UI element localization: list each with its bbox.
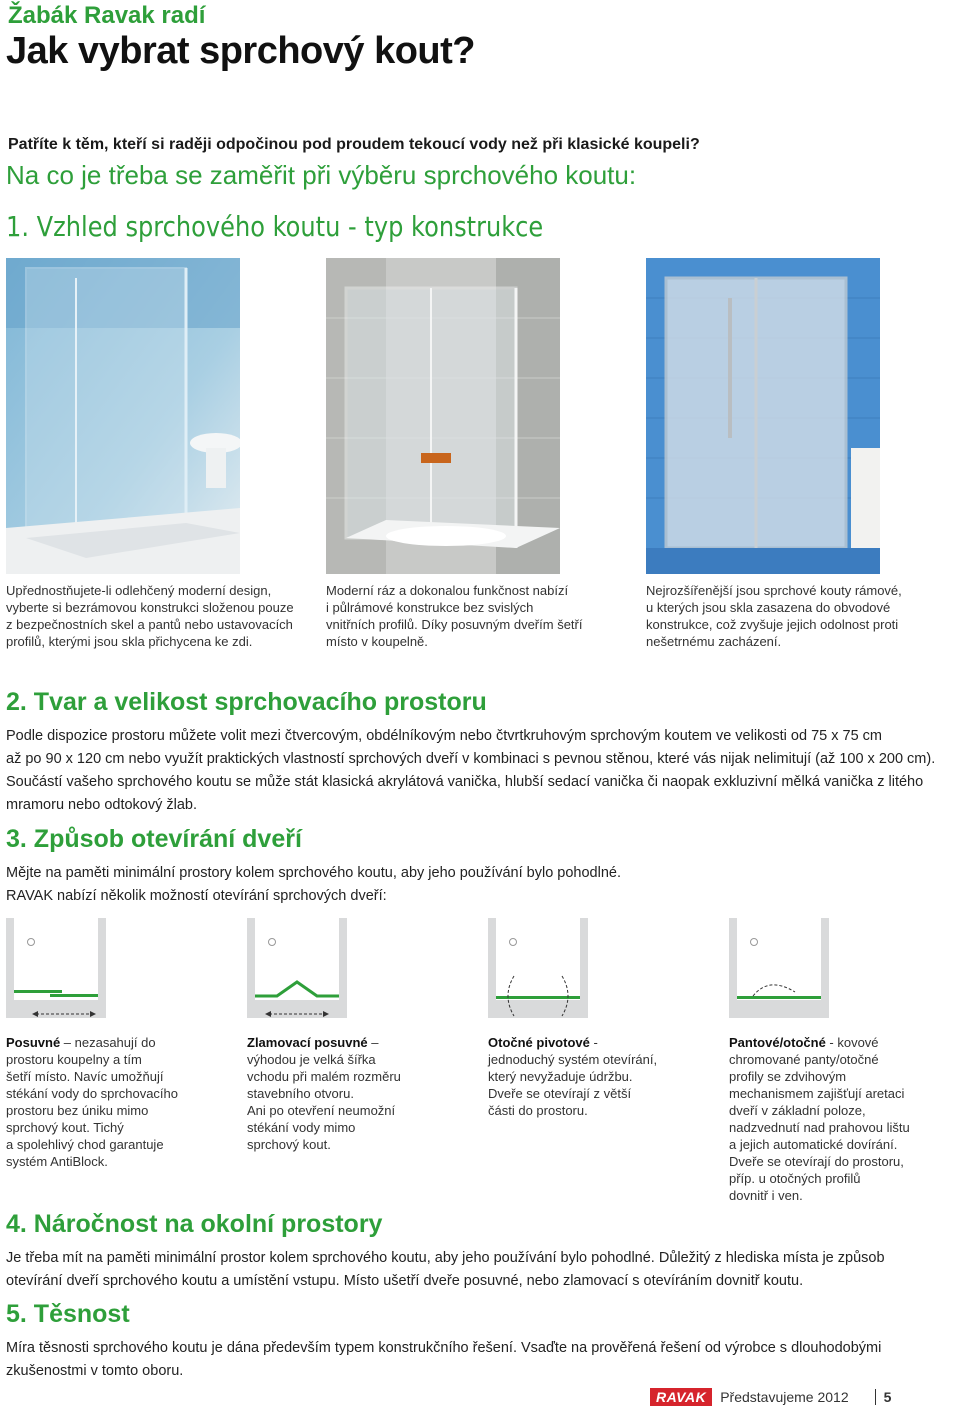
section-5-text: Míra těsnosti sprchového koutu je dána především typem konstrukčního řešení. Vsaďte na prověřená řešení od výrobce s dlouhodobými zkušenostmi v tomto oboru.: [6, 1340, 882, 1379]
pivot-door-diagram: [488, 918, 588, 1018]
caption-framed: Nejrozšířenější jsou sprchové kouty rámové, u kterých jsou skla zasazena do obvodové konstrukce, což zvyšuje jejich odolnost proti nešetrnému zacházení.: [646, 583, 902, 649]
ravak-logo: RAVAK: [650, 1388, 712, 1406]
intro-question: Patříte k těm, kteří si raději odpočinou pod proudem tekoucí vody než při klasické koupeli?: [8, 136, 700, 153]
hinged-door-diagram: [729, 918, 829, 1018]
footer-label: Představujeme 2012: [720, 1389, 849, 1405]
caption-frameless: Upřednostňujete-li odlehčený moderní design, vyberte si bezrámovou konstrukci složenou pouze z bezpečnostních skel a pantů nebo ustavovacích profilů, kterými jsou skla přichycena ke zdi.: [6, 583, 294, 649]
footer-separator: [875, 1389, 876, 1405]
section-2-heading: 2. Tvar a velikost sprchovacího prostoru: [6, 688, 487, 716]
section-1-heading: 1. Vzhled sprchového koutu - typ konstrukce: [6, 210, 544, 243]
intro-subheading: Na co je třeba se zaměřit při výběru sprchového koutu:: [6, 160, 637, 190]
sliding-door-diagram: [6, 918, 106, 1018]
section-3-heading: 3. Způsob otevírání dveří: [6, 825, 302, 853]
page-footer: [650, 1386, 891, 1408]
page-title: Jak vybrat sprchový kout?: [6, 30, 476, 72]
caption-hinged: Pantové/otočné - kovové chromované panty/otočné profily se zdvihovým mechanismem zajišťují aretaci dveří v základní poloze, nadzvednutí nad prahovou lištu a jejich automatické dovírání. Dveře se otevírají do prostoru, příp. u otočných profilů dovnitř i ven.: [729, 1035, 910, 1203]
caption-half-frame: Moderní ráz a dokonalou funkčnost nabízí i půlrámové konstrukce bez svislých vnitřních profilů. Díky posuvným dveřím šetří místo v koupelně.: [326, 583, 583, 649]
framed-shower-photo: [646, 258, 880, 574]
section-4-text: Je třeba mít na paměti minimální prostor kolem sprchového koutu, aby jeho používání bylo pohodlné. Důležitý z hlediska místa je způsob otevírání dveří sprchového koutu a umístění vstupu. Místo ušetří dveře posuvné, nebo zlamovací s otevíráním dovnitř koutu.: [6, 1250, 885, 1289]
frameless-shower-photo: [6, 258, 240, 574]
folding-sliding-door-diagram: [247, 918, 347, 1018]
page-number: 5: [883, 1389, 892, 1405]
caption-sliding: Posuvné – nezasahují do prostoru koupelny a tím šetří místo. Navíc umožňují stékání vody do sprchovacího prostoru bez úniku mimo sprchový kout. Tichý a spolehlivý chod garantuje systém AntiBlock.: [6, 1035, 178, 1169]
section-4-heading: 4. Náročnost na okolní prostory: [6, 1210, 383, 1238]
section-2-text: Podle dispozice prostoru můžete volit mezi čtvercovým, obdélníkovým nebo čtvrtkruhovým sprchovým koutem ve velikosti od 75 x 75 cm až po 90 x 120 cm nebo využít praktických vlastností sprchových dveří v kombinaci s pevnou stěnou, které vás nijak nelimitují (až 100 x 200 cm). Součástí vašeho sprchového koutu se může stát klasická akrylátová vanička, hlubší sedací vanička či naopak exkluzivní mělká vanička z litého mramoru nebo odtokový žlab.: [6, 728, 936, 813]
half-frame-shower-photo: [326, 258, 560, 574]
caption-pivot: Otočné pivotové - jednoduchý systém otevírání, který nevyžaduje údržbu. Dveře se otevírají z větší části do prostoru.: [488, 1035, 658, 1118]
kicker: Žabák Ravak radí: [8, 2, 206, 29]
section-3-text: Mějte na paměti minimální prostory kolem sprchového koutu, aby jeho používání bylo pohodlné. RAVAK nabízí několik možností otevírání sprchových dveří:: [6, 865, 621, 904]
caption-folding-sliding: Zlamovací posuvné – výhodou je velká šířka vchodu při malém rozměru stavebního otvoru. Ani po otevření neumožní stékání vody mimo sprchový kout.: [247, 1035, 401, 1152]
section-5-heading: 5. Těsnost: [6, 1300, 130, 1328]
